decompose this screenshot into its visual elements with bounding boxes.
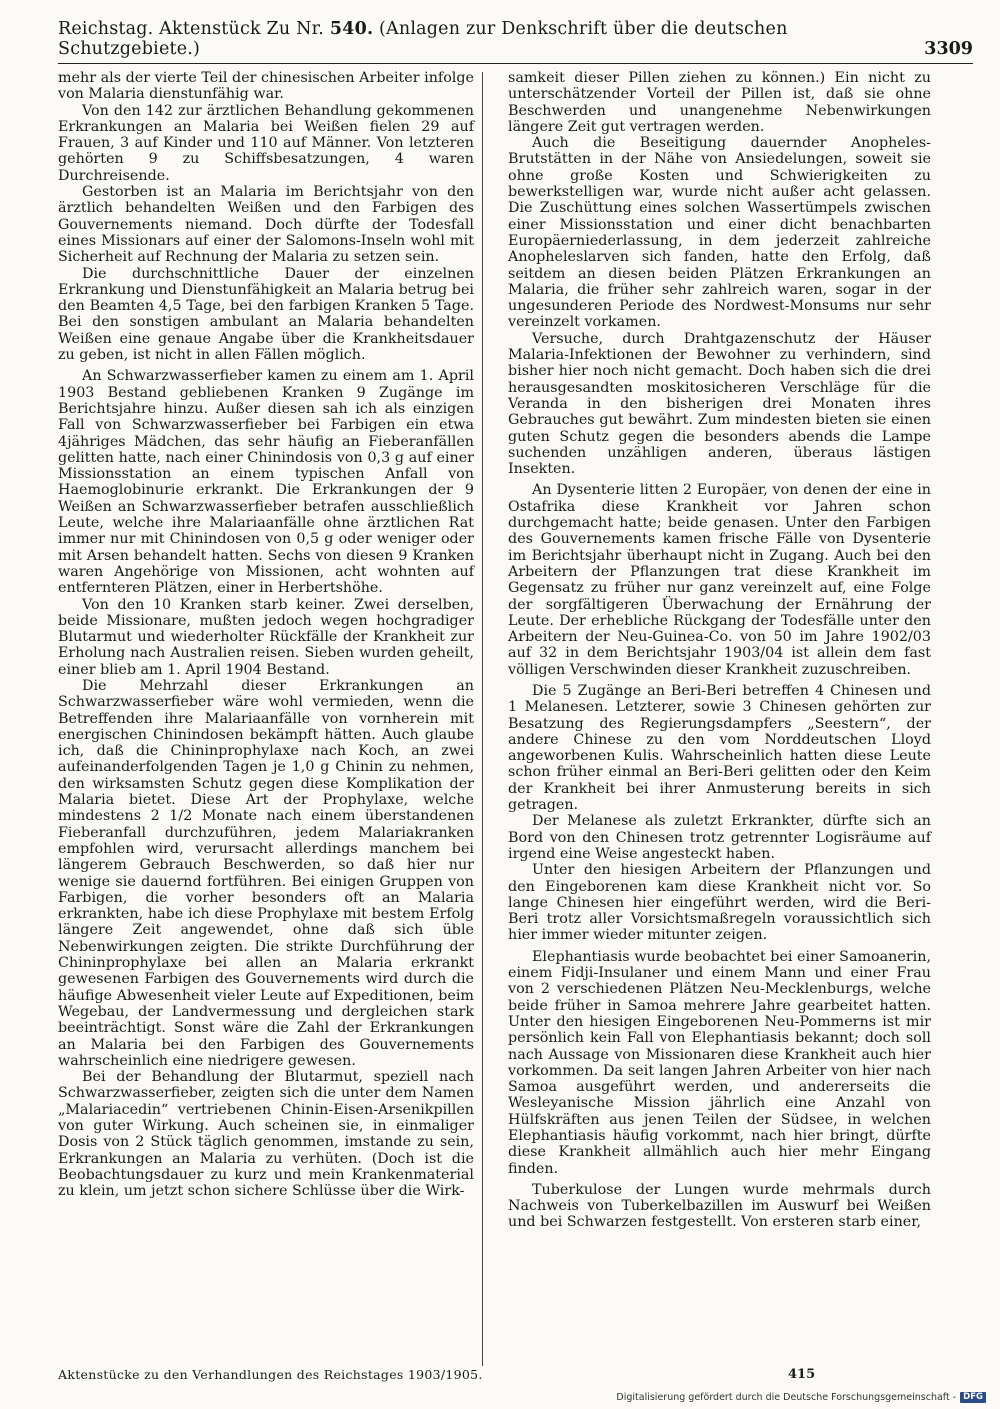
paragraph: Die Mehrzahl dieser Erkrankungen an Schwarzwasserfieber wäre wohl vermieden, wenn die Betreffenden ihre Malariaanfälle von vornherein mit energischen Chinindosen bekämpft hätten. Auch glaube ich, daß die Chininprophylaxe nach Koch, an zwei aufeinanderfolgenden Tagen je 1,0 g Chinin zu nehmen, den wirksamsten Schutz gegen diese Komplikation der Malaria bietet. Diese Art der Prophylaxe, welche mindestens 2 1/2 Monate nach einem überstandenen Fieberanfall durchzuführen, jedem Malariakranken empfohlen wird, verursacht allerdings manchem bei längerem Gebrauch Beschwerden, so daß hier nur wenige sie dauernd fortführen. Bei einigen Gruppen von Farbigen, die vorher besonders oft an Malaria erkrankten, habe ich diese Prophylaxe mit bestem Erfolg längere Zeit angewendet, ohne daß sich üble Nebenwirkungen zeigten. Die strikte Durchführung der Chininprophylaxe bei allen an Malaria erkrankt gewesenen Farbigen des Gouvernements wird durch die häufige Abwesenheit vieler Leute auf Expeditionen, beim Wegebau, der Landvermessung und dergleichen stark beeinträchtigt. Sonst wäre die Zahl der Erkrankungen an Malaria bei den Farbigen des Gouvernements wahrscheinlich eine niedrigere gewesen.: [58, 677, 474, 1069]
running-title-pre: Reichstag. Aktenstück Zu Nr.: [58, 19, 330, 39]
paragraph: An Dysenterie litten 2 Europäer, von denen der eine in Ostafrika diese Krankheit vor Jahren schon durchgemacht hatte; beide genasen. Unter den Farbigen des Gouvernements kamen frische Fälle von Dysenterie im Berichtsjahr überhaupt nicht in Zugang. Auch bei den Arbeitern der Pflanzungen trat diese Krankheit im Gegensatz zu früher nur ganz vereinzelt auf, eine Folge der sorgfältigeren Überwachung der Ernährung der Leute. Der erhebliche Rückgang der Todesfälle unter den Arbeitern der Neu-Guinea-Co. von 50 im Jahre 1902/03 auf 32 in dem Berichtsjahr 1903/04 ist allein dem fast völligen Verschwinden dieser Krankheit zuzuschreiben.: [508, 482, 931, 678]
paragraph: Tuberkulose der Lungen wurde mehrmals durch Nachweis von Tuberkelbazillen im Auswurf bei Weißen und bei Schwarzen festgestellt. Von ersteren starb einer,: [508, 1181, 931, 1231]
paragraph: Elephantiasis wurde beobachtet bei einer Samoanerin, einem Fidji-Insulaner und einem Mann und einer Frau von 2 verschiedenen Plätzen Neu-Mecklenburgs, welche beide früher in Samoa mehrere Jahre gearbeitet hatten. Unter den hiesigen Eingeborenen Neu-Pommerns ist mir persönlich kein Fall von Elephantiasis bekannt; doch soll nach Aussage von Missionaren diese Krankheit auch hier vorkommen. Da seit langen Jahren Arbeiter von hier nach Samoa ausgeführt werden, und andererseits die Wesleyanische Mission jährlich eine Anzahl von Hülfskräften aus jenen Teilen der Südsee, in welchen Elephantiasis häufig vorkommt, nach hier bringt, dürfte diese Krankheit allmählich auch hier mehr Eingang finden.: [508, 948, 931, 1177]
paragraph: Unter den hiesigen Arbeitern der Pflanzungen und den Eingeborenen kam diese Krankheit nicht vor. So lange Chinesen hier eingeführt werden, wird die Beri-Beri trotz aller Vorsichtsmaßregeln voraussichtlich sich hier immer wieder mitunter zeigen.: [508, 862, 931, 944]
paragraph: Der Melanese als zuletzt Erkrankter, dürfte sich an Bord von den Chinesen trotz getrennter Logisräume auf irgend eine Weise angesteckt haben.: [508, 813, 931, 862]
footer-page-number: 415: [788, 1367, 816, 1382]
paragraph: mehr als der vierte Teil der chinesischen Arbeiter infolge von Malaria dienstunfähig war.: [58, 70, 474, 103]
left-column: [58, 70, 474, 1199]
paragraph: Die 5 Zugänge an Beri-Beri betreffen 4 Chinesen und 1 Melanesen. Letzterer, sowie 3 Chinesen gehörten zur Besatzung des Regierungsdampfers „Seestern“, der andere Chinese zu den vom Norddeutschen Lloyd angeworbenen Kulis. Wahrscheinlich hatten diese Leute schon früher einmal an Beri-Beri gelitten oder den Keim der Krankheit bei ihrer Anmusterung bereits in sich getragen.: [508, 682, 931, 814]
footer-source: Aktenstücke zu den Verhandlungen des Reichstages 1903/1905.: [58, 1367, 483, 1382]
paragraph: An Schwarzwasserfieber kamen zu einem am 1. April 1903 Bestand gebliebenen Kranken 9 Zugänge im Berichtsjahre hinzu. Außer diesen sah ich als einzigen Fall von Schwarzwasserfieber bei Farbigen ein etwa 4jähriges Mädchen, das sehr häufig an Fieberanfällen gelitten hatte, nach einer Chinindosis von 0,3 g auf einer Missionsstation an einem typischen Anfall von Haemoglobinurie erkrankt. Die Erkrankungen der 9 Weißen an Schwarzwasserfieber betrafen ausschließlich Leute, welche ihre Malariaanfälle ohne ärztlichen Rat immer nur mit Chinindosen von 0,5 g oder weniger oder mit Arsen behandelt hatten. Sechs von diesen 9 Kranken waren Angehörige von Missionen, acht wohnten auf entfernteren Plätzen, einer in Herbertshöhe.: [58, 368, 474, 597]
column-divider: [482, 72, 483, 1366]
paragraph: samkeit dieser Pillen ziehen zu können.) Ein nicht zu unterschätzender Vorteil der Pillen ist, daß sie ohne Beschwerden und unangenehme Nebenwirkungen längere Zeit gut vertragen werden.: [508, 70, 931, 135]
running-title: [58, 19, 924, 59]
page-header: [58, 19, 973, 64]
paragraph: Von den 142 zur ärztlichen Behandlung gekommenen Erkrankungen an Malaria bei Weißen fielen 29 auf Frauen, 3 auf Kinder und 110 auf Männer. Von letzteren gehörten 9 zu Schiffsbesatzungen, 4 waren Durchreisende.: [58, 102, 474, 184]
paragraph: Von den 10 Kranken starb keiner. Zwei derselben, beide Missionare, mußten jedoch wegen hochgradiger Blutarmut und wiederholter Rückfälle der Krankheit zur Erholung nach Australien reisen. Sieben wurden geheilt, einer blieb am 1. April 1904 Bestand.: [58, 596, 474, 678]
right-column: [508, 70, 931, 1231]
paragraph: Auch die Beseitigung dauernder Anopheles-Brutstätten in der Nähe von Ansiedelungen, soweit sie ohne große Kosten und Schwierigkeiten zu bewerkstelligen war, wurde nicht außer acht gelassen. Die Zuschüttung eines solchen Wassertümpels zwischen einer Missionsstation und einer dicht benachbarten Europäerniederlassung, in dem jederzeit zahlreiche Anopheleslarven sich fanden, hatte den Erfolg, daß seitdem an diesen beiden Plätzen Erkrankungen an Malaria, die früher sehr zahlreich waren, sogar in der ungesunderen Periode des Nordwest-Monsums nur sehr vereinzelt vorkamen.: [508, 135, 931, 331]
running-title-post: (Anlagen zur Denkschrift über die deutschen Schutzgebiete.): [58, 19, 788, 59]
dfg-logo-icon: DFG: [960, 1392, 986, 1403]
digitization-credit: [616, 1392, 986, 1403]
paragraph: Die durchschnittliche Dauer der einzelnen Erkrankung und Dienstunfähigkeit an Malaria betrug bei den Beamten 4,5 Tage, bei den farbigen Kranken 5 Tage. Bei den sonstigen ambulant an Malaria behandelten Weißen eine genaue Angabe über die Krankheitsdauer zu geben, ist nicht in allen Fällen möglich.: [58, 265, 474, 364]
digitization-text: Digitalisierung gefördert durch die Deutsche Forschungsgemeinschaft -: [616, 1392, 957, 1403]
page-number: 3309: [924, 39, 973, 59]
paragraph: Gestorben ist an Malaria im Berichtsjahr von den ärztlich behandelten Weißen und den Farbigen des Gouvernements niemand. Doch dürfte der Todesfall eines Missionars auf einer der Salomons-Inseln wohl mit Sicherheit auf Rechnung der Malaria zu setzen sein.: [58, 184, 474, 266]
paragraph: Bei der Behandlung der Blutarmut, speziell nach Schwarzwasserfieber, zeigten sich die unter dem Namen „Malariacedin“ vertriebenen Chinin-Eisen-Arsenikpillen von guter Wirkung. Auch scheinen sie, in einmaliger Dosis von 2 Stück täglich genommen, imstande zu sein, Erkrankungen an Malaria zu verhüten. (Doch ist die Beobachtungsdauer zu kurz und mein Krankenmaterial zu klein, um jetzt schon sichere Schlüsse über die Wirk-: [58, 1069, 474, 1200]
document-number: 540.: [329, 19, 374, 39]
paragraph: Versuche, durch Drahtgazenschutz der Häuser Malaria-Infektionen der Bewohner zu verhindern, sind bisher hier noch nicht gemacht. Doch haben sich die drei herausgesandten moskitosicheren Verschläge für die Veranda in den bisherigen drei Monaten ihres Gebrauches gut bewährt. Zum mindesten bieten sie einen guten Schutz gegen die besonders abends die Lampe suchenden unzähligen anderen, überaus lästigen Insekten.: [508, 330, 931, 478]
